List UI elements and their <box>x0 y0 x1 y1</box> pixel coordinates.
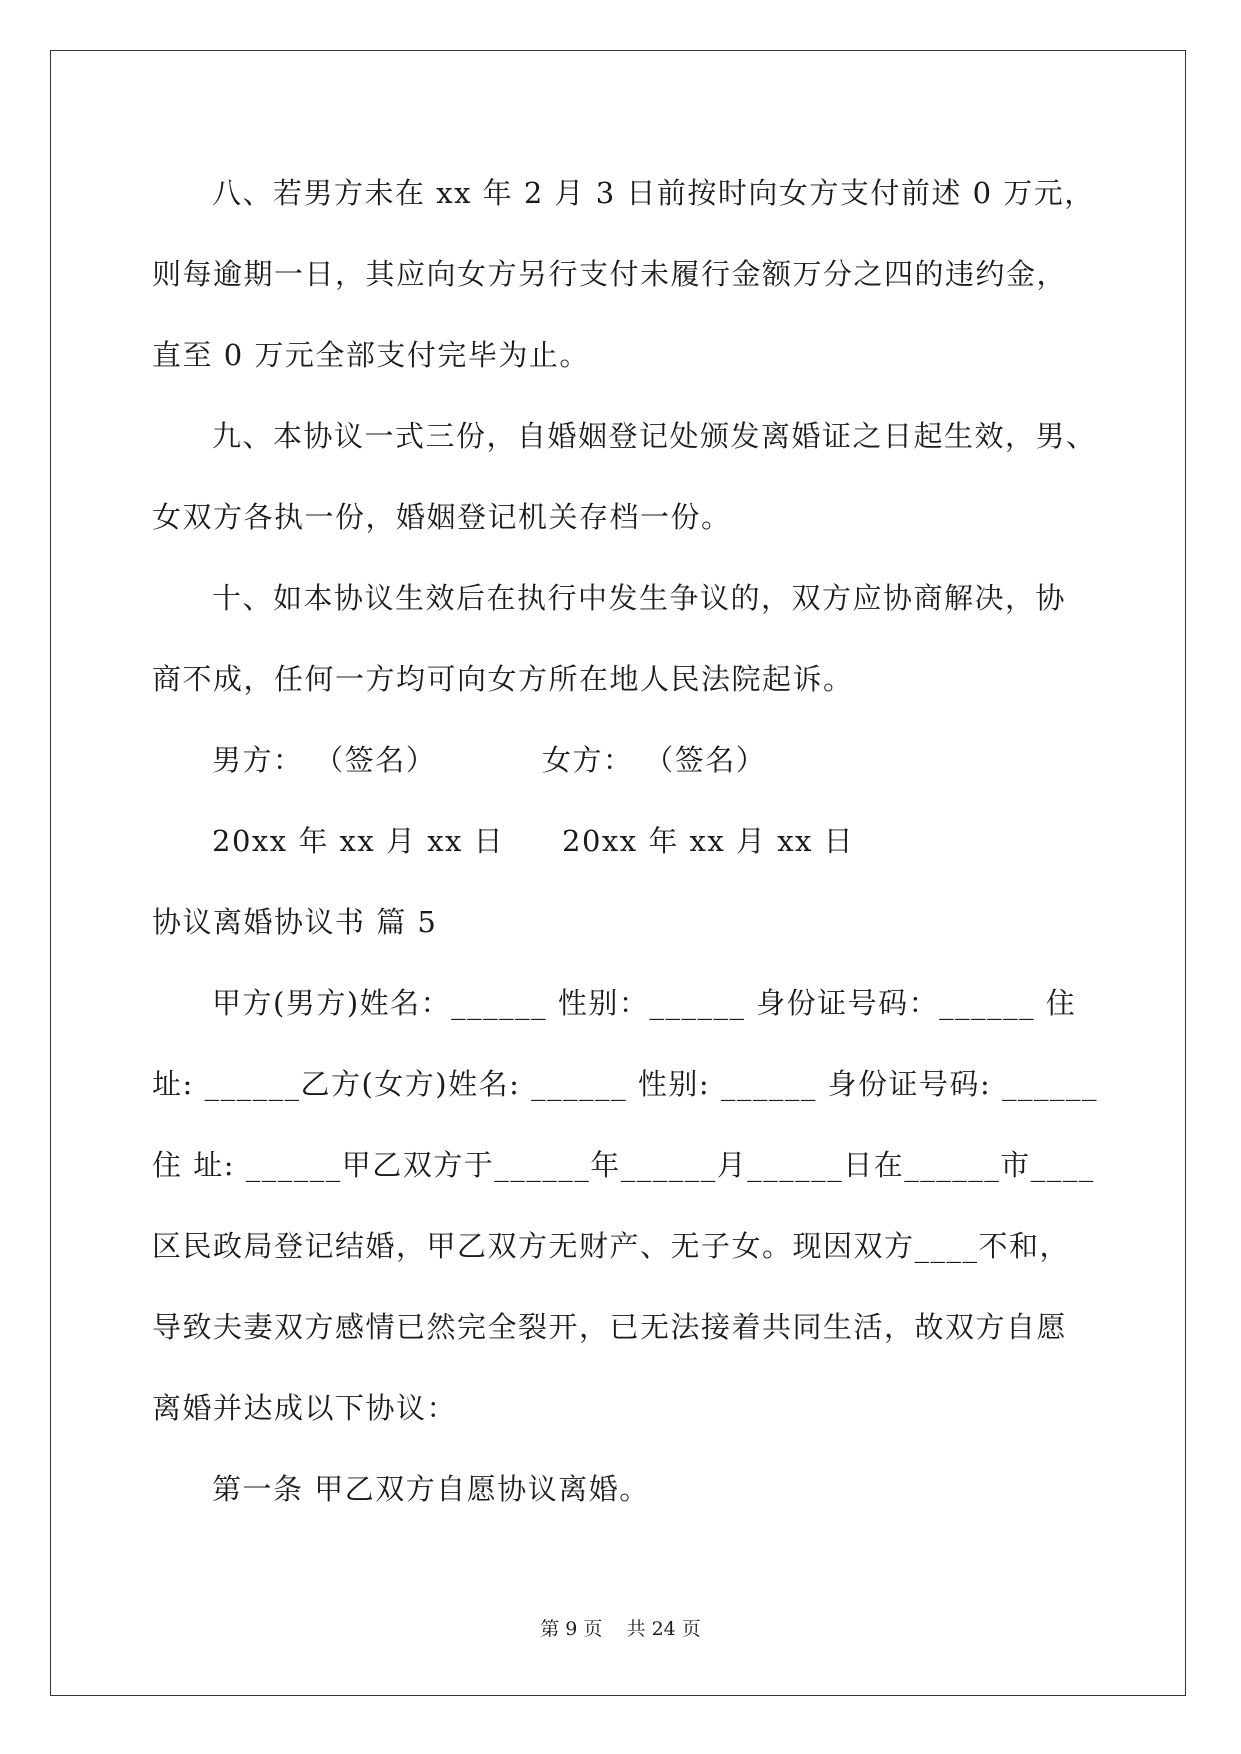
page-border <box>50 50 1186 1696</box>
female-signature: 女方： （签名） <box>542 743 767 777</box>
male-signature: 男方： （签名） <box>212 743 437 777</box>
female-date: 20xx 年 xx 月 xx 日 <box>562 824 855 858</box>
agreement-line-3: 住 址: ______甲乙双方于______年______月______日在______市____ <box>152 1148 1095 1182</box>
paragraph-8-line-2: 则每逾期一日，其应向女方另行支付未履行金额万分之四的违约金， <box>152 257 1068 291</box>
paragraph-10-line-2: 商不成，任何一方均可向女方所在地人民法院起诉。 <box>152 662 854 696</box>
agreement-line-1: 甲方(男方)姓名：______ 性别：______ 身份证号码：______ 住 <box>212 986 1077 1020</box>
article-1-line: 第一条 甲乙双方自愿协议离婚。 <box>212 1472 650 1506</box>
male-date: 20xx 年 xx 月 xx 日 <box>212 824 505 858</box>
paragraph-9-line-1: 九、本协议一式三份，自婚姻登记处颁发离婚证之日起生效，男、 <box>212 419 1097 453</box>
page-footer: 第 9 页 共 24 页 <box>540 1618 701 1640</box>
agreement-line-2: 址: ______乙方(女方)姓名: ______ 性别: ______ 身份证号码: ______ <box>152 1067 1099 1101</box>
paragraph-9-line-2: 女双方各执一份，婚姻登记机关存档一份。 <box>152 500 732 534</box>
paragraph-10-line-1: 十、如本协议生效后在执行中发生争议的，双方应协商解决，协 <box>212 581 1067 615</box>
agreement-line-5: 导致夫妻双方感情已然完全裂开，已无法接着共同生活，故双方自愿 <box>152 1310 1068 1344</box>
section-title: 协议离婚协议书 篇 5 <box>152 905 438 939</box>
agreement-line-4: 区民政局登记结婚，甲乙双方无财产、无子女。现因双方____不和， <box>152 1229 1071 1263</box>
agreement-line-6: 离婚并达成以下协议： <box>152 1391 458 1425</box>
paragraph-8-line-3: 直至 0 万元全部支付完毕为止。 <box>152 338 590 372</box>
paragraph-8-line-1: 八、若男方未在 xx 年 2 月 3 日前按时向女方支付前述 0 万元， <box>212 176 1095 210</box>
